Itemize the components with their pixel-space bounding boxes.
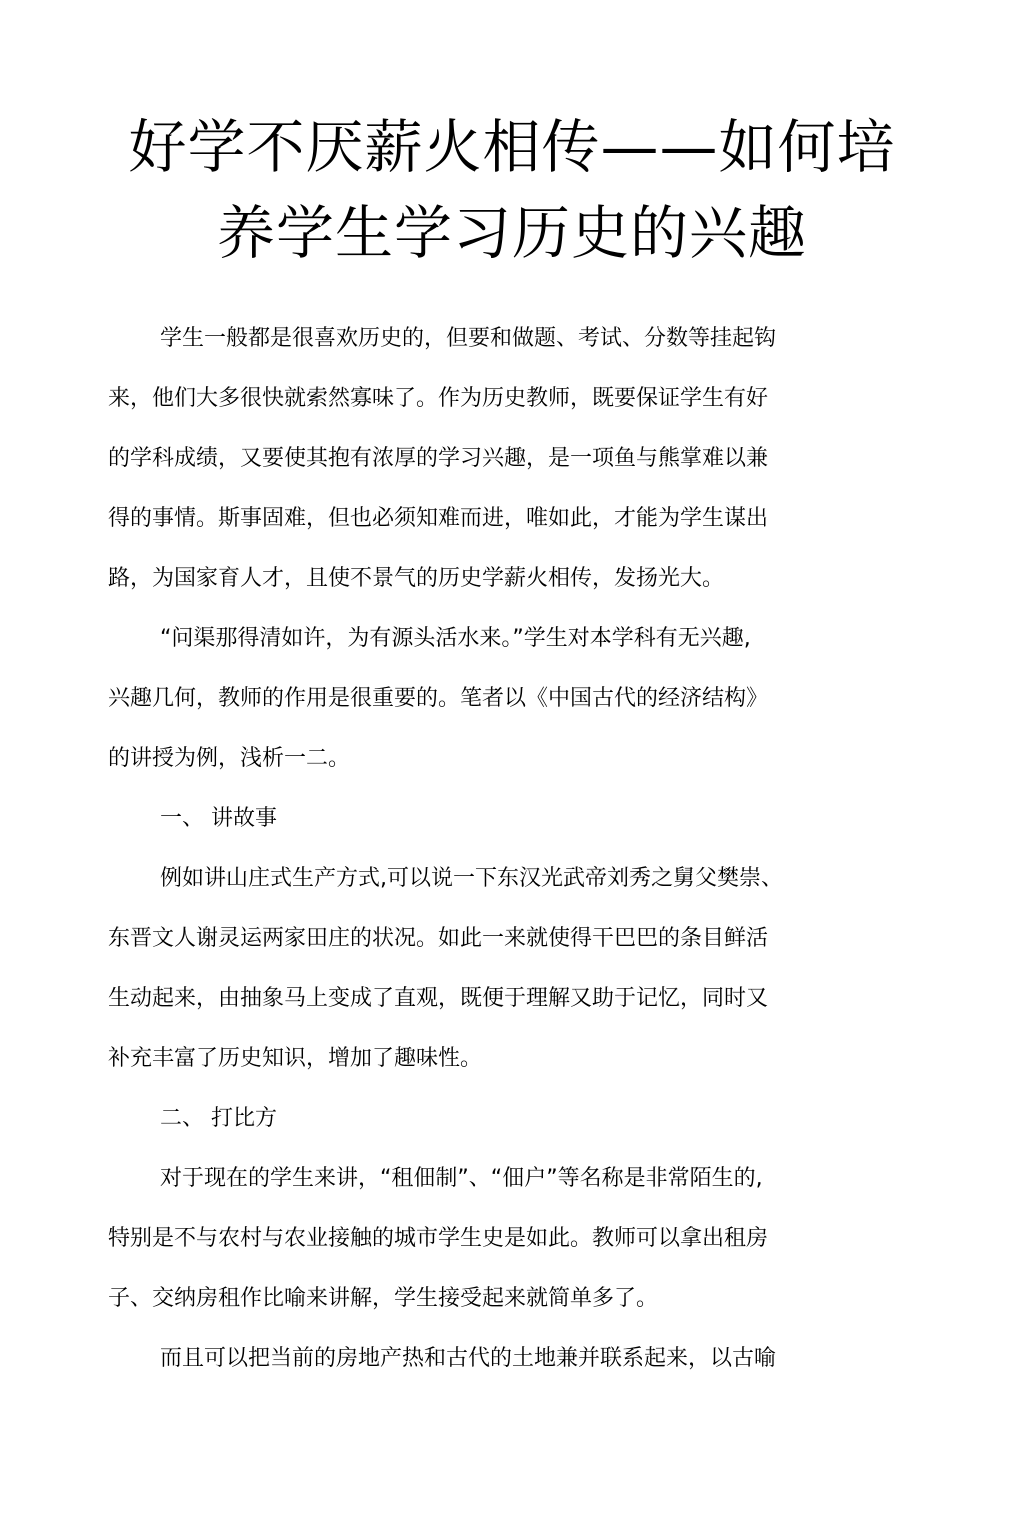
paragraph-4-line-2: 特别是不与农村与农业接触的城市学生史是如此。教师可以拿出租房: [108, 1226, 769, 1251]
paragraph-1-line-5: 路，为国家育人才，且使不景气的历史学薪火相传，发扬光大。: [108, 566, 725, 591]
paragraph-1-line-3: 的学科成绩，又要使其抱有浓厚的学习兴趣，是一项鱼与熊掌难以兼: [108, 446, 769, 471]
document-title-line-1: 好学不厌薪火相传——如何培: [128, 113, 896, 181]
paragraph-4-line-1: 对于现在的学生来讲，“租佃制”、“佃户”等名称是非常陌生的,: [160, 1166, 763, 1191]
paragraph-3-line-2: 东晋文人谢灵运两家田庄的状况。如此一来就使得干巴巴的条目鲜活: [108, 926, 769, 951]
paragraph-3-line-1: 例如讲山庄式生产方式,可以说一下东汉光武帝刘秀之舅父樊崇、: [160, 866, 783, 891]
paragraph-1-line-4: 得的事情。斯事固难，但也必须知难而进，唯如此，才能为学生谋出: [108, 506, 769, 531]
paragraph-5-line-1: 而且可以把当前的房地产热和古代的土地兼并联系起来，以古喻: [160, 1346, 777, 1371]
paragraph-2-line-1: “问渠那得清如许，为有源头活水来。”学生对本学科有无兴趣,: [160, 626, 751, 651]
paragraph-4-line-3: 子、交纳房租作比喻来讲解，学生接受起来就简单多了。: [108, 1286, 659, 1311]
section-heading-2: 二、 打比方: [160, 1106, 277, 1131]
document-title-line-2: 养学生学习历史的兴趣: [216, 199, 807, 267]
section-heading-1: 一、 讲故事: [160, 806, 277, 831]
paragraph-2-line-2: 兴趣几何，教师的作用是很重要的。笔者以《中国古代的经济结构》: [108, 686, 769, 711]
paragraph-3-line-4: 补充丰富了历史知识，增加了趣味性。: [108, 1046, 483, 1071]
paragraph-1-line-2: 来，他们大多很快就索然寡味了。作为历史教师，既要保证学生有好: [108, 386, 769, 411]
paragraph-2-line-3: 的讲授为例，浅析一二。: [108, 746, 351, 771]
paragraph-3-line-3: 生动起来，由抽象马上变成了直观，既便于理解又助于记忆，同时又: [108, 986, 769, 1011]
paragraph-1-line-1: 学生一般都是很喜欢历史的，但要和做题、考试、分数等挂起钩: [160, 326, 777, 351]
